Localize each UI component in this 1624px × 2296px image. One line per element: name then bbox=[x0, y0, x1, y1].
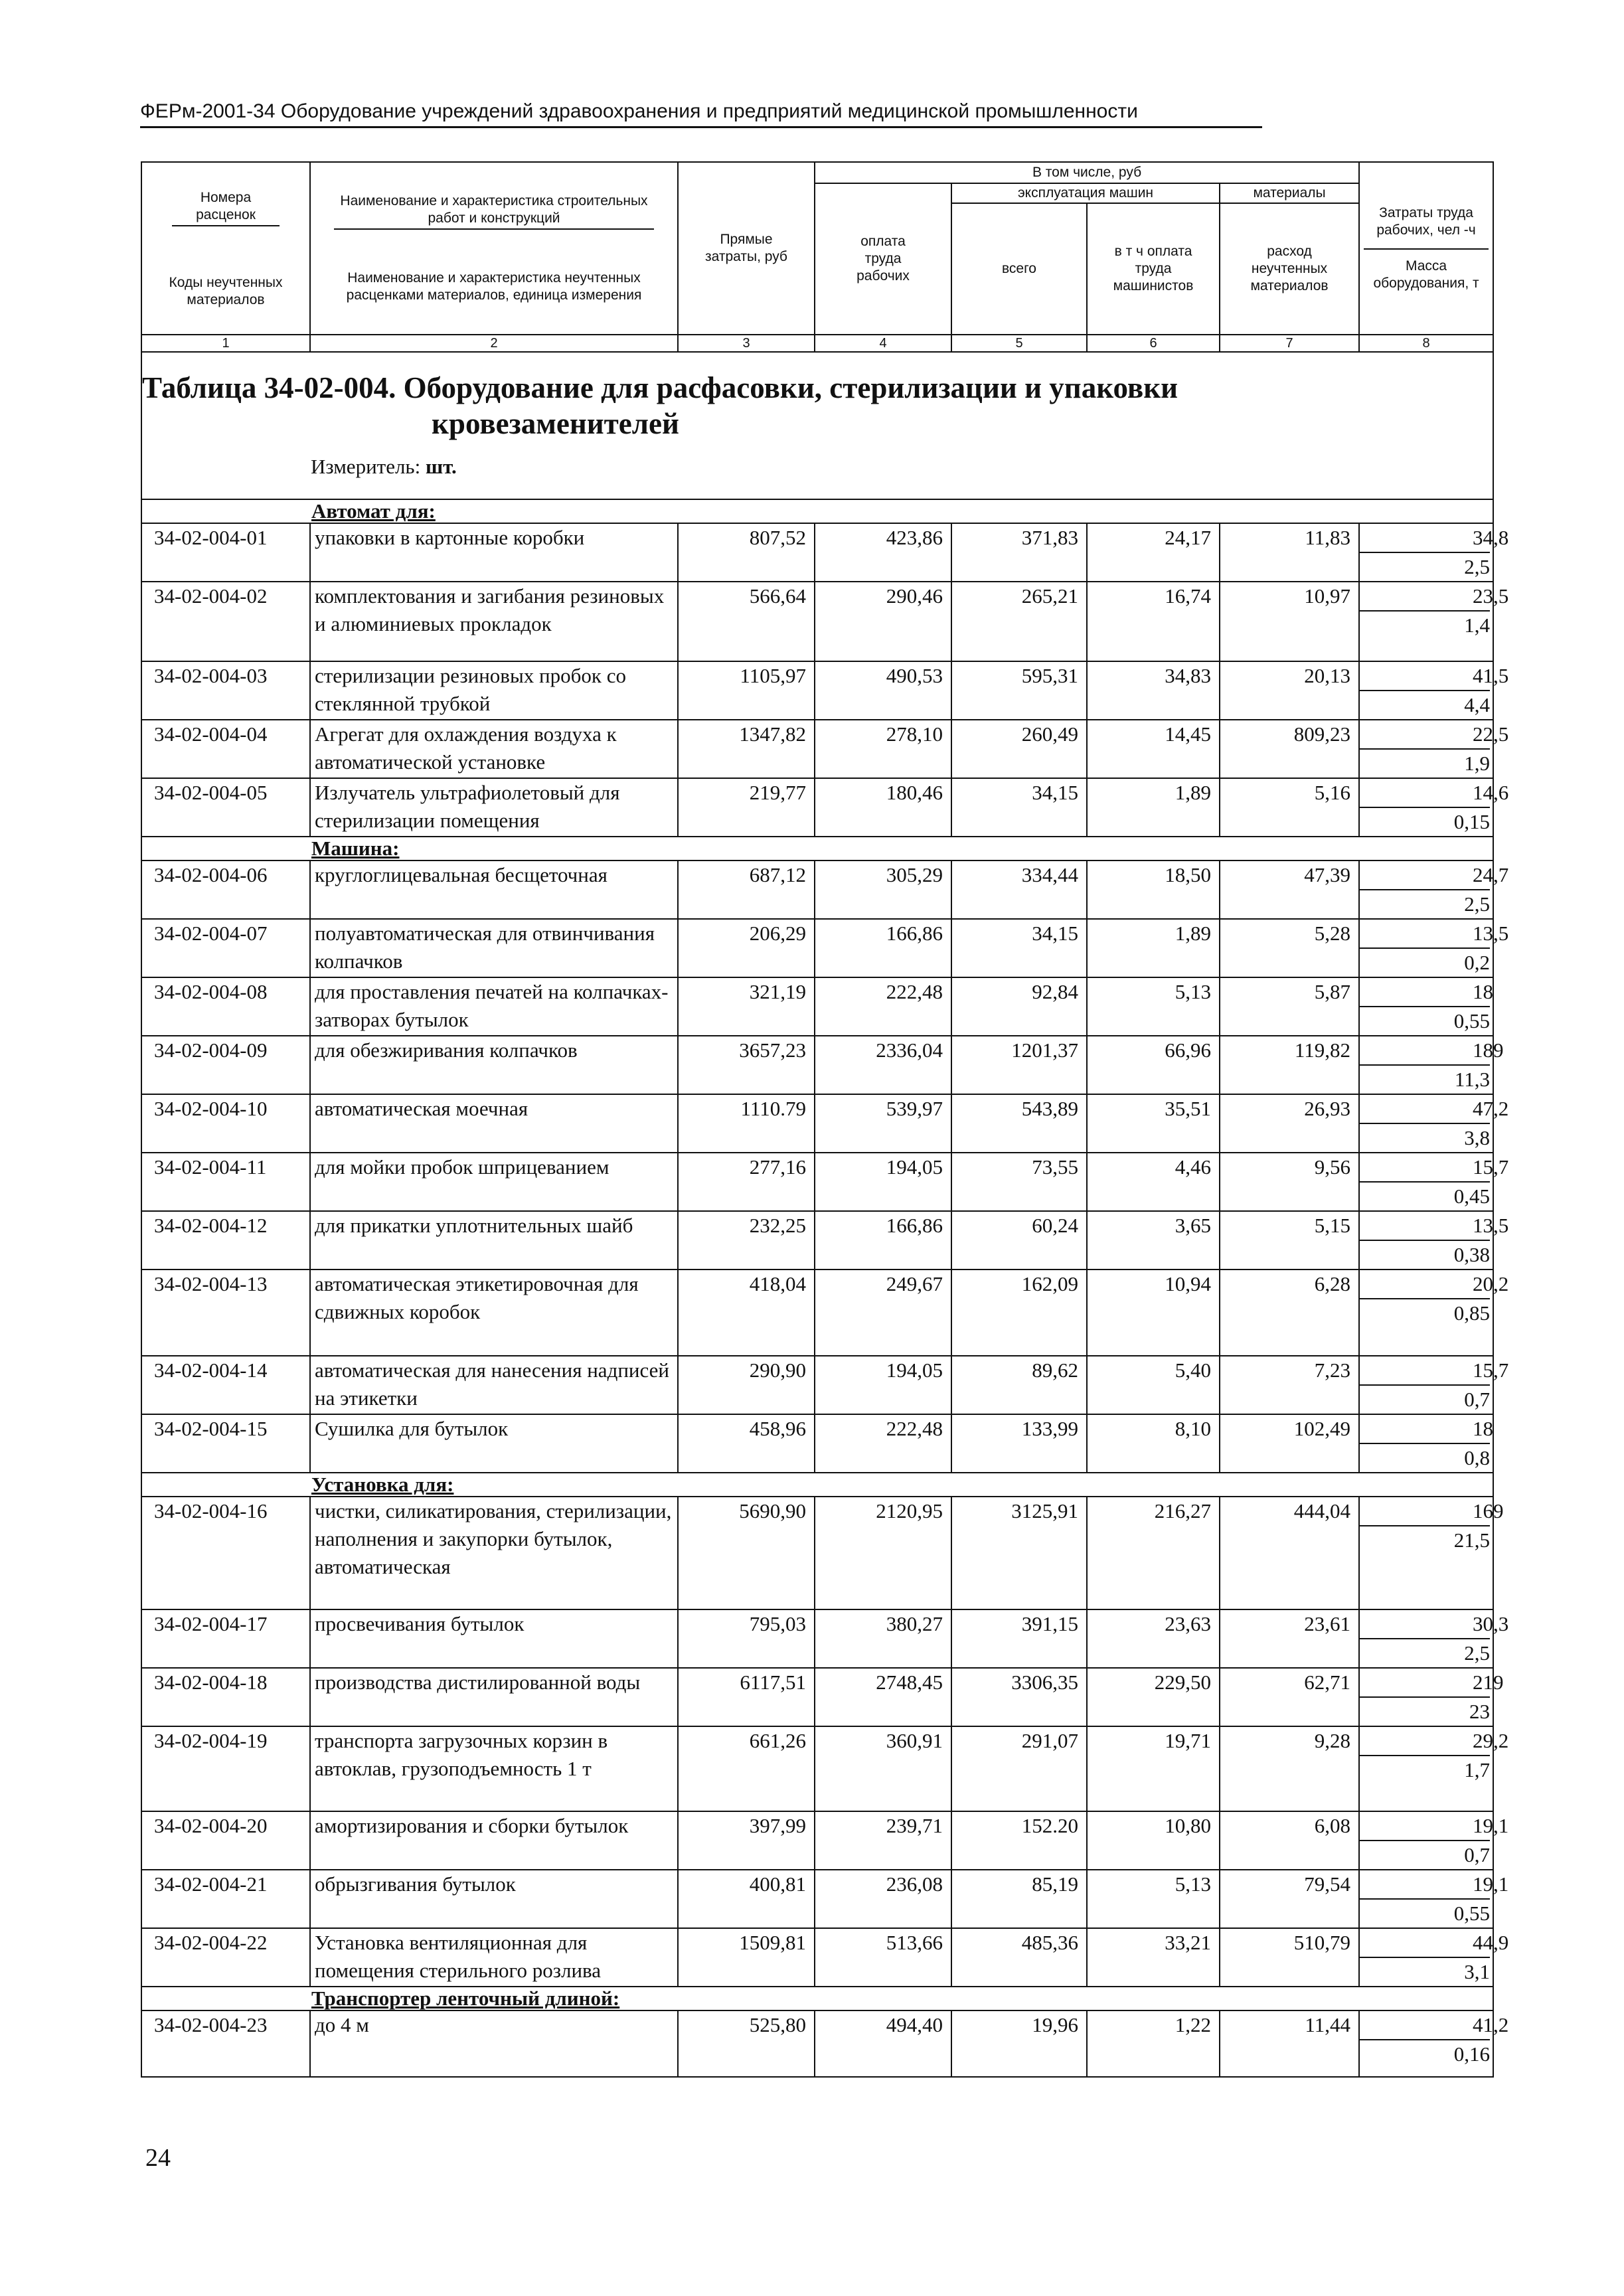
machine-cost: 485,36 bbox=[951, 1928, 1087, 1987]
labor-value: 41,5 bbox=[1360, 662, 1490, 691]
table-row bbox=[141, 582, 1493, 661]
direct-cost: 795,03 bbox=[678, 1609, 815, 1668]
table-row bbox=[141, 1211, 1493, 1270]
driver-pay: 10,94 bbox=[1087, 1270, 1220, 1356]
rate-code: 34-02-004-18 bbox=[141, 1668, 310, 1726]
rates-table bbox=[141, 161, 1509, 2078]
rate-name: просвечивания бутылок bbox=[310, 1609, 678, 1668]
machines-header: эксплуатация машин bbox=[951, 183, 1220, 203]
machine-cost: 3125,91 bbox=[951, 1497, 1087, 1609]
driver-pay: 3,65 bbox=[1087, 1211, 1220, 1270]
mass-value: 23 bbox=[1469, 1700, 1491, 1723]
labor-value: 169 bbox=[1360, 1497, 1490, 1526]
labor-value: 18 bbox=[1360, 978, 1490, 1007]
table-row bbox=[141, 1270, 1493, 1356]
driver-pay: 216,27 bbox=[1087, 1497, 1220, 1609]
driver-pay: 19,71 bbox=[1087, 1726, 1220, 1811]
table-title: Таблица 34-02-004. Оборудование для расфасовки, стерилизации и упаковки bbox=[142, 371, 1178, 404]
mass-value: 0,7 bbox=[1464, 1388, 1491, 1411]
mass-value: 1,7 bbox=[1464, 1758, 1491, 1781]
machine-cost: 291,07 bbox=[951, 1726, 1087, 1811]
worker-pay: 249,67 bbox=[815, 1270, 951, 1356]
direct-cost: 321,19 bbox=[678, 977, 815, 1036]
labor-mass-cell bbox=[1359, 582, 1509, 661]
worker-pay: 2336,04 bbox=[815, 1036, 951, 1094]
mass-value: 21,5 bbox=[1453, 1528, 1491, 1552]
labor-mass-cell bbox=[1359, 2010, 1509, 2077]
labor-mass-cell bbox=[1359, 1270, 1509, 1356]
worker-pay: 539,97 bbox=[815, 1094, 951, 1153]
mass-value: 1,9 bbox=[1464, 752, 1491, 775]
table-row bbox=[141, 1497, 1493, 1609]
materials-cost: 62,71 bbox=[1220, 1668, 1359, 1726]
labor-value: 15,7 bbox=[1360, 1356, 1490, 1386]
rate-name: для прикатки уплотнительных шайб bbox=[310, 1211, 678, 1270]
labor-value: 30,3 bbox=[1360, 1610, 1490, 1639]
col8-header bbox=[1359, 162, 1493, 335]
direct-cost: 232,25 bbox=[678, 1211, 815, 1270]
direct-cost: 1105,97 bbox=[678, 661, 815, 720]
table-row bbox=[141, 2010, 1493, 2077]
driver-pay: 5,13 bbox=[1087, 977, 1220, 1036]
labor-value: 15,7 bbox=[1360, 1153, 1490, 1183]
worker-pay: 305,29 bbox=[815, 861, 951, 919]
labor-value: 189 bbox=[1360, 1036, 1490, 1066]
driver-pay: 4,46 bbox=[1087, 1153, 1220, 1211]
group-label: Транспортер ленточный длиной: bbox=[311, 1987, 620, 2010]
rate-name: Излучатель ультрафиолетовый для стерилизации помещения bbox=[310, 778, 678, 837]
table-row bbox=[141, 778, 1493, 837]
labor-value: 13,5 bbox=[1360, 1212, 1490, 1241]
rate-name: Агрегат для охлаждения воздуха к автоматической установке bbox=[310, 720, 678, 778]
rate-code: 34-02-004-17 bbox=[141, 1609, 310, 1668]
labor-value: 41,2 bbox=[1360, 2011, 1490, 2040]
direct-cost: 807,52 bbox=[678, 523, 815, 582]
group-label: Машина: bbox=[311, 837, 400, 860]
driver-pay: 34,83 bbox=[1087, 661, 1220, 720]
rate-name: стерилизации резиновых пробок со стеклянной трубкой bbox=[310, 661, 678, 720]
table-row bbox=[141, 1811, 1493, 1870]
materials-cost: 102,49 bbox=[1220, 1414, 1359, 1473]
direct-cost: 6117,51 bbox=[678, 1668, 815, 1726]
labor-value: 18 bbox=[1360, 1415, 1490, 1444]
table-row bbox=[141, 1726, 1493, 1811]
col1-bottom-label: Коды неучтенных материалов bbox=[169, 275, 283, 307]
worker-pay: 360,91 bbox=[815, 1726, 951, 1811]
rate-code: 34-02-004-12 bbox=[141, 1211, 310, 1270]
table-title-line2: кровезаменителей bbox=[432, 407, 679, 440]
direct-cost: 1509,81 bbox=[678, 1928, 815, 1987]
machine-cost: 152.20 bbox=[951, 1811, 1087, 1870]
direct-cost: 1110.79 bbox=[678, 1094, 815, 1153]
table-title-row bbox=[141, 352, 1493, 499]
labor-value: 14,6 bbox=[1360, 779, 1490, 808]
group-header-row bbox=[141, 1473, 1493, 1497]
rate-code: 34-02-004-01 bbox=[141, 523, 310, 582]
driver-pay: 5,40 bbox=[1087, 1356, 1220, 1414]
direct-cost: 418,04 bbox=[678, 1270, 815, 1356]
direct-cost: 277,16 bbox=[678, 1153, 815, 1211]
mass-value: 0,16 bbox=[1453, 2042, 1491, 2066]
materials-cost: 11,44 bbox=[1220, 2010, 1359, 2077]
labor-value: 219 bbox=[1360, 1669, 1490, 1698]
driver-pay: 1,89 bbox=[1087, 919, 1220, 977]
labor-mass-cell bbox=[1359, 861, 1509, 919]
machine-cost: 73,55 bbox=[951, 1153, 1087, 1211]
mass-value: 1,4 bbox=[1464, 614, 1491, 637]
table-row bbox=[141, 919, 1493, 977]
materials-cost: 119,82 bbox=[1220, 1036, 1359, 1094]
direct-cost: 687,12 bbox=[678, 861, 815, 919]
rate-code: 34-02-004-15 bbox=[141, 1414, 310, 1473]
worker-pay: 494,40 bbox=[815, 2010, 951, 2077]
labor-mass-cell bbox=[1359, 1414, 1493, 1473]
machine-cost: 265,21 bbox=[951, 582, 1087, 661]
worker-pay: 180,46 bbox=[815, 778, 951, 837]
rate-name: для мойки пробок шприцеванием bbox=[310, 1153, 678, 1211]
group-header-row bbox=[141, 837, 1493, 861]
driver-pay: 66,96 bbox=[1087, 1036, 1220, 1094]
rate-name: Установка вентиляционная для помещения стерильного розлива bbox=[310, 1928, 678, 1987]
worker-pay: 194,05 bbox=[815, 1153, 951, 1211]
materials-cost: 79,54 bbox=[1220, 1870, 1359, 1928]
labor-mass-cell bbox=[1359, 1811, 1509, 1870]
table-row bbox=[141, 1928, 1493, 1987]
rate-name: производства дистилированной воды bbox=[310, 1668, 678, 1726]
mass-value: 0,2 bbox=[1464, 951, 1491, 974]
labor-mass-cell bbox=[1359, 1211, 1509, 1270]
col3-header: Прямые затраты, руб bbox=[678, 162, 815, 335]
pay-header: оплата труда рабочих bbox=[815, 183, 951, 335]
table-header bbox=[141, 162, 1493, 352]
labor-mass-cell bbox=[1359, 1928, 1509, 1987]
materials-cost: 11,83 bbox=[1220, 523, 1359, 582]
mass-label: Масса оборудования, т bbox=[1364, 248, 1489, 292]
labor-value: 24,7 bbox=[1360, 861, 1490, 890]
col2-bottom-label: Наименование и характеристика неучтенных расценками материалов, единица измерения bbox=[346, 270, 642, 303]
direct-cost: 525,80 bbox=[678, 2010, 815, 2077]
mass-value: 2,5 bbox=[1464, 1641, 1491, 1665]
rate-name: полуавтоматическая для отвинчивания колпачков bbox=[310, 919, 678, 977]
table-row bbox=[141, 661, 1493, 720]
table-row bbox=[141, 523, 1493, 582]
mass-value: 0,8 bbox=[1464, 1446, 1491, 1469]
worker-pay: 290,46 bbox=[815, 582, 951, 661]
rate-code: 34-02-004-06 bbox=[141, 861, 310, 919]
labor-mass-cell bbox=[1359, 1094, 1509, 1153]
rate-code: 34-02-004-10 bbox=[141, 1094, 310, 1153]
rate-code: 34-02-004-08 bbox=[141, 977, 310, 1036]
materials-cost: 444,04 bbox=[1220, 1497, 1359, 1609]
worker-pay: 166,86 bbox=[815, 919, 951, 977]
rate-name: комплектования и загибания резиновых и алюминиевых прокладок bbox=[310, 582, 678, 661]
worker-pay: 423,86 bbox=[815, 523, 951, 582]
table-row bbox=[141, 977, 1493, 1036]
labor-value: 47,2 bbox=[1360, 1095, 1490, 1124]
mass-value: 0,45 bbox=[1453, 1185, 1491, 1208]
col1-header bbox=[141, 162, 310, 335]
materials-cost: 9,28 bbox=[1220, 1726, 1359, 1811]
materials-cost: 5,28 bbox=[1220, 919, 1359, 977]
materials-cost: 20,13 bbox=[1220, 661, 1359, 720]
labor-value: 20,2 bbox=[1360, 1270, 1490, 1299]
driver-pay: 8,10 bbox=[1087, 1414, 1220, 1473]
labor-value: 23,5 bbox=[1360, 582, 1490, 612]
materials-cost: 809,23 bbox=[1220, 720, 1359, 778]
group-header-row bbox=[141, 1987, 1493, 2010]
labor-mass-cell bbox=[1359, 1726, 1509, 1811]
driver-pay: 1,22 bbox=[1087, 2010, 1220, 2077]
rate-name: для проставления печатей на колпачках-затворах бутылок bbox=[310, 977, 678, 1036]
labor-mass-cell bbox=[1359, 1153, 1509, 1211]
direct-cost: 3657,23 bbox=[678, 1036, 815, 1094]
rate-code: 34-02-004-16 bbox=[141, 1497, 310, 1609]
driver-pay: 14,45 bbox=[1087, 720, 1220, 778]
materials-cost: 5,16 bbox=[1220, 778, 1359, 837]
materials-cost: 9,56 bbox=[1220, 1153, 1359, 1211]
labor-value: 44,9 bbox=[1360, 1929, 1490, 1958]
machine-cost: 89,62 bbox=[951, 1356, 1087, 1414]
driver-pay: 5,13 bbox=[1087, 1870, 1220, 1928]
rate-name: до 4 м bbox=[310, 2010, 678, 2077]
rate-name: Сушилка для бутылок bbox=[310, 1414, 678, 1473]
driver-pay: 18,50 bbox=[1087, 861, 1220, 919]
mass-value: 2,5 bbox=[1464, 892, 1491, 916]
mass-value: 3,8 bbox=[1464, 1126, 1491, 1149]
machine-cost: 133,99 bbox=[951, 1414, 1087, 1473]
rate-name: автоматическая этикетировочная для сдвижных коробок bbox=[310, 1270, 678, 1356]
table-row bbox=[141, 861, 1493, 919]
table-row bbox=[141, 720, 1493, 778]
rate-name: транспорта загрузочных корзин в автоклав, грузоподъемность 1 т bbox=[310, 1726, 678, 1811]
table-row bbox=[141, 1609, 1493, 1668]
mass-value: 4,4 bbox=[1464, 693, 1491, 716]
worker-pay: 513,66 bbox=[815, 1928, 951, 1987]
rate-code: 34-02-004-22 bbox=[141, 1928, 310, 1987]
machine-cost: 371,83 bbox=[951, 523, 1087, 582]
labor-mass-cell bbox=[1359, 919, 1509, 977]
worker-pay: 236,08 bbox=[815, 1870, 951, 1928]
rate-name: автоматическая для нанесения надписей на этикетки bbox=[310, 1356, 678, 1414]
materials-header: материалы bbox=[1220, 183, 1359, 203]
labor-value: 13,5 bbox=[1360, 920, 1490, 949]
rate-name: для обезжиривания колпачков bbox=[310, 1036, 678, 1094]
labor-mass-cell bbox=[1359, 523, 1509, 582]
incl-header: В том числе, руб bbox=[815, 162, 1359, 183]
labor-mass-cell bbox=[1359, 1356, 1509, 1414]
labor-mass-cell bbox=[1359, 1609, 1509, 1668]
rate-name: упаковки в картонные коробки bbox=[310, 523, 678, 582]
worker-pay: 166,86 bbox=[815, 1211, 951, 1270]
direct-cost: 1347,82 bbox=[678, 720, 815, 778]
mass-value: 0,55 bbox=[1453, 1902, 1491, 1925]
mass-value: 0,7 bbox=[1464, 1843, 1491, 1866]
machine-cost: 334,44 bbox=[951, 861, 1087, 919]
materials-cost: 10,97 bbox=[1220, 582, 1359, 661]
rate-code: 34-02-004-09 bbox=[141, 1036, 310, 1094]
mass-value: 2,5 bbox=[1464, 555, 1491, 578]
worker-pay: 380,27 bbox=[815, 1609, 951, 1668]
machine-cost: 34,15 bbox=[951, 919, 1087, 977]
group-header-row bbox=[141, 499, 1493, 523]
machine-cost: 85,19 bbox=[951, 1870, 1087, 1928]
mass-value: 0,15 bbox=[1453, 810, 1491, 833]
mass-value: 0,38 bbox=[1453, 1243, 1491, 1266]
rate-name: автоматическая моечная bbox=[310, 1094, 678, 1153]
labor-mass-cell bbox=[1359, 720, 1509, 778]
rate-code: 34-02-004-04 bbox=[141, 720, 310, 778]
labor-mass-cell bbox=[1359, 977, 1493, 1036]
table-row bbox=[141, 1414, 1493, 1473]
rate-name: обрызгивания бутылок bbox=[310, 1870, 678, 1928]
rate-code: 34-02-004-20 bbox=[141, 1811, 310, 1870]
driver-pay: 1,89 bbox=[1087, 778, 1220, 837]
table-row bbox=[141, 1356, 1493, 1414]
rate-name: круглоглицевальная бесщеточная bbox=[310, 861, 678, 919]
rate-name: амортизирования и сборки бутылок bbox=[310, 1811, 678, 1870]
materials-cost: 510,79 bbox=[1220, 1928, 1359, 1987]
driver-pay: 10,80 bbox=[1087, 1811, 1220, 1870]
worker-pay: 194,05 bbox=[815, 1356, 951, 1414]
rate-code: 34-02-004-02 bbox=[141, 582, 310, 661]
labor-mass-cell bbox=[1359, 1870, 1509, 1928]
labor-value: 34,8 bbox=[1360, 524, 1490, 553]
worker-pay: 278,10 bbox=[815, 720, 951, 778]
table-row bbox=[141, 1094, 1493, 1153]
col2-header bbox=[310, 162, 678, 335]
total-header: всего bbox=[951, 203, 1087, 335]
worker-pay: 222,48 bbox=[815, 977, 951, 1036]
materials-cost: 5,87 bbox=[1220, 977, 1359, 1036]
machine-cost: 19,96 bbox=[951, 2010, 1087, 2077]
running-header: ФЕРм-2001-34 Оборудование учреждений здравоохранения и предприятий медицинской промышленности bbox=[140, 97, 1262, 128]
table-row bbox=[141, 1870, 1493, 1928]
direct-cost: 206,29 bbox=[678, 919, 815, 977]
machine-cost: 92,84 bbox=[951, 977, 1087, 1036]
group-label: Установка для: bbox=[311, 1473, 454, 1496]
machine-cost: 3306,35 bbox=[951, 1668, 1087, 1726]
rate-code: 34-02-004-21 bbox=[141, 1870, 310, 1928]
rate-code: 34-02-004-13 bbox=[141, 1270, 310, 1356]
machine-cost: 162,09 bbox=[951, 1270, 1087, 1356]
column-numbers: 1 2 3 4 5 6 7 8 bbox=[141, 335, 1493, 352]
worker-pay: 2748,45 bbox=[815, 1668, 951, 1726]
machine-cost: 1201,37 bbox=[951, 1036, 1087, 1094]
driver-pay: 229,50 bbox=[1087, 1668, 1220, 1726]
rate-code: 34-02-004-07 bbox=[141, 919, 310, 977]
driver-pay: 35,51 bbox=[1087, 1094, 1220, 1153]
labor-mass-cell bbox=[1359, 1497, 1504, 1609]
direct-cost: 290,90 bbox=[678, 1356, 815, 1414]
table-row bbox=[141, 1036, 1493, 1094]
machine-cost: 260,49 bbox=[951, 720, 1087, 778]
worker-pay: 490,53 bbox=[815, 661, 951, 720]
mass-value: 0,85 bbox=[1453, 1301, 1491, 1325]
direct-cost: 5690,90 bbox=[678, 1497, 815, 1609]
labor-mass-cell bbox=[1359, 778, 1509, 837]
direct-cost: 400,81 bbox=[678, 1870, 815, 1928]
rate-code: 34-02-004-23 bbox=[141, 2010, 310, 2077]
rate-code: 34-02-004-14 bbox=[141, 1356, 310, 1414]
materials-cost: 6,28 bbox=[1220, 1270, 1359, 1356]
labor-value: 22,5 bbox=[1360, 720, 1490, 750]
direct-cost: 397,99 bbox=[678, 1811, 815, 1870]
machine-cost: 34,15 bbox=[951, 778, 1087, 837]
rate-code: 34-02-004-05 bbox=[141, 778, 310, 837]
materials-cost: 6,08 bbox=[1220, 1811, 1359, 1870]
machine-cost: 595,31 bbox=[951, 661, 1087, 720]
direct-cost: 661,26 bbox=[678, 1726, 815, 1811]
labor-value: 29,2 bbox=[1360, 1727, 1490, 1756]
materials-cost: 47,39 bbox=[1220, 861, 1359, 919]
worker-pay: 2120,95 bbox=[815, 1497, 951, 1609]
materials-use-header: расход неучтенных материалов bbox=[1220, 203, 1359, 335]
worker-pay: 222,48 bbox=[815, 1414, 951, 1473]
rate-code: 34-02-004-19 bbox=[141, 1726, 310, 1811]
labor-mass-cell bbox=[1359, 1668, 1504, 1726]
rate-code: 34-02-004-03 bbox=[141, 661, 310, 720]
driver-pay: 16,74 bbox=[1087, 582, 1220, 661]
table-row bbox=[141, 1153, 1493, 1211]
worker-pay: 239,71 bbox=[815, 1811, 951, 1870]
machine-cost: 543,89 bbox=[951, 1094, 1087, 1153]
table-row bbox=[141, 1668, 1493, 1726]
labor-value: 19,1 bbox=[1360, 1870, 1490, 1900]
mass-value: 3,1 bbox=[1464, 1960, 1491, 1983]
materials-cost: 26,93 bbox=[1220, 1094, 1359, 1153]
col2-top-label: Наименование и характеристика строительных работ и конструкций bbox=[334, 193, 654, 230]
direct-cost: 219,77 bbox=[678, 778, 815, 837]
materials-cost: 7,23 bbox=[1220, 1356, 1359, 1414]
mass-value: 11,3 bbox=[1454, 1068, 1491, 1091]
driver-pay: 33,21 bbox=[1087, 1928, 1220, 1987]
direct-cost: 566,64 bbox=[678, 582, 815, 661]
group-label: Автомат для: bbox=[311, 499, 436, 523]
rate-name: чистки, силикатирования, стерилизации, наполнения и закупорки бутылок, автоматическая bbox=[310, 1497, 678, 1609]
labor-mass-cell bbox=[1359, 661, 1509, 720]
mass-value: 0,55 bbox=[1453, 1009, 1491, 1032]
direct-cost: 458,96 bbox=[678, 1414, 815, 1473]
unit-line: Измеритель: шт. bbox=[311, 455, 457, 478]
page-number: 24 bbox=[145, 2144, 171, 2172]
materials-cost: 5,15 bbox=[1220, 1211, 1359, 1270]
materials-cost: 23,61 bbox=[1220, 1609, 1359, 1668]
labor-mass-cell bbox=[1359, 1036, 1504, 1094]
driver-pay: 23,63 bbox=[1087, 1609, 1220, 1668]
col1-top-label: Номера расценок bbox=[172, 189, 280, 226]
labor-value: 19,1 bbox=[1360, 1812, 1490, 1841]
machine-cost: 60,24 bbox=[951, 1211, 1087, 1270]
driver-pay: 24,17 bbox=[1087, 523, 1220, 582]
labor-label: Затраты труда рабочих, чел -ч bbox=[1376, 205, 1476, 238]
drivers-header: в т ч оплата труда машинистов bbox=[1087, 203, 1220, 335]
machine-cost: 391,15 bbox=[951, 1609, 1087, 1668]
rate-code: 34-02-004-11 bbox=[141, 1153, 310, 1211]
